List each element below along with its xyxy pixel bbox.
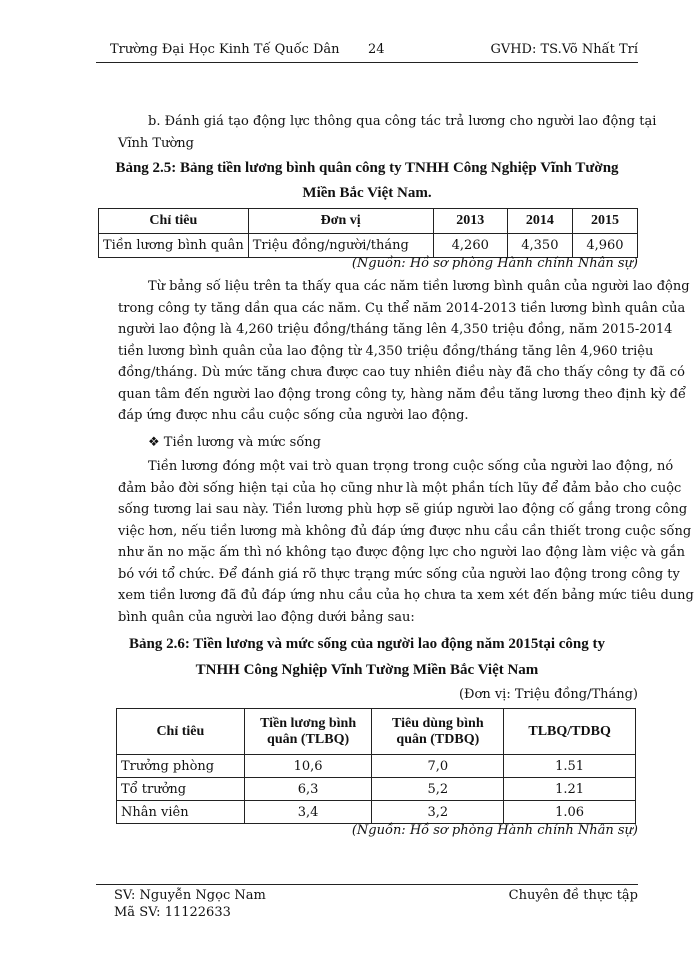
living-header-tdbq-line-2: quân (TDBQ) xyxy=(396,731,480,747)
salary-row-unit: Triệu đồng/người/tháng xyxy=(248,234,433,258)
bullet-heading xyxy=(118,432,638,454)
row-ratio: 1.21 xyxy=(504,778,636,801)
paragraph-2-line: bình quân của người lao động dưới bảng sau: xyxy=(118,609,415,625)
paragraph-2-line: như ăn no mặc ấm thì nó không tạo được động lực cho người lao động làm việc và gắn xyxy=(118,545,685,560)
salary-table-row xyxy=(99,234,638,258)
salary-header-indicator: Chỉ tiêu xyxy=(99,209,249,234)
table2-caption-line-2: TNHH Công Nghiệp Vĩnh Tường Miền Bắc Việt Nam xyxy=(195,662,539,678)
paragraph-1-line: người lao động là 4,260 triệu đồng/tháng tăng lên 4,350 triệu đồng, năm 2015-2014 xyxy=(118,322,673,337)
paragraph-1-line: tiền lương bình quân của lao động từ 4,350 triệu đồng/tháng tăng lên 4,960 triệu xyxy=(118,343,654,359)
paragraph-2-line: bó với tổ chức. Để đánh giá rõ thực trạng mức sống của người lao động trong công ty xyxy=(118,566,680,582)
paragraph-1-line: quan tâm đến người lao động trong công ty, hàng năm đều tăng lương theo định kỳ để xyxy=(118,386,686,402)
salary-header-2013: 2013 xyxy=(433,209,507,234)
section-b-heading xyxy=(118,111,657,154)
paragraph-1-line: đồng/tháng. Dù mức tăng chưa được cao tuy nhiên điều này đã cho thấy công ty đã có xyxy=(118,365,685,380)
salary-header-2015: 2015 xyxy=(572,209,637,234)
living-header-tdbq xyxy=(372,709,504,755)
row-tlbq: 3,4 xyxy=(244,801,372,824)
living-standard-table xyxy=(116,708,636,824)
row-tdbq: 3,2 xyxy=(372,801,504,824)
table2-unit-note: (Đơn vị: Triệu đồng/Tháng) xyxy=(458,687,638,702)
row-tdbq: 7,0 xyxy=(372,755,504,778)
section-b-line-1: b. Đánh giá tạo động lực thông qua công tác trả lương cho người lao động tại xyxy=(148,114,657,129)
paragraph-2 xyxy=(118,456,694,628)
row-tlbq: 6,3 xyxy=(244,778,372,801)
living-header-tlbq-line-2: quân (TLBQ) xyxy=(267,731,350,747)
table1-caption-line-1: Bảng 2.5: Bảng tiền lương bình quân công ty TNHH Công Nghiệp Vĩnh Tường xyxy=(115,160,619,176)
footer-report-type: Chuyên đề thực tập xyxy=(508,888,638,903)
living-header-tlbq xyxy=(244,709,372,755)
table1-source: (Nguồn: Hồ sơ phòng Hành chính Nhân sự) xyxy=(351,256,638,271)
living-header-indicator: Chỉ tiêu xyxy=(117,709,245,755)
paragraph-2-line: xem tiền lương đã đủ đáp ứng nhu cầu của họ chưa ta xem xét đến bảng mức tiêu dung xyxy=(118,588,694,603)
table-row xyxy=(117,778,636,801)
living-header-tdbq-line-1: Tiêu dùng bình xyxy=(392,715,484,731)
row-label: Trưởng phòng xyxy=(117,755,245,778)
salary-header-2014: 2014 xyxy=(507,209,572,234)
table2-source: (Nguồn: Hồ sơ phòng Hành chính Nhân sự) xyxy=(351,823,638,838)
page-header xyxy=(96,42,638,60)
paragraph-2-line: đảm bảo đời sống hiện tại của họ cũng như là một phần tích lũy để đảm bảo cho cuộc xyxy=(118,480,682,496)
paragraph-1 xyxy=(118,276,690,427)
paragraph-2-line: sống tương lai sau này. Tiền lương phù hợp sẽ giúp người lao động cố gắng trong công xyxy=(118,502,688,517)
row-label: Tổ trưởng xyxy=(117,778,245,801)
row-tlbq: 10,6 xyxy=(244,755,372,778)
row-label: Nhân viên xyxy=(117,801,245,824)
table1-caption-line-2: Miền Bắc Việt Nam. xyxy=(302,185,432,201)
living-table-header-row xyxy=(117,709,636,755)
table-row xyxy=(117,755,636,778)
section-b-line-2: Vĩnh Tường xyxy=(118,135,194,151)
diamond-bullet-icon: ❖ xyxy=(148,435,160,450)
header-page-number: 24 xyxy=(368,42,385,57)
header-advisor: GVHD: TS.Võ Nhất Trí xyxy=(490,42,638,57)
living-header-tlbq-line-1: Tiền lương bình xyxy=(260,715,357,731)
header-school: Trường Đại Học Kinh Tế Quốc Dân xyxy=(110,42,340,57)
living-header-ratio: TLBQ/TDBQ xyxy=(504,709,636,755)
bullet-heading-text: Tiền lương và mức sống xyxy=(163,435,321,450)
paragraph-2-line: việc hơn, nếu tiền lương mà không đủ đáp ứng được nhu cầu cần thiết trong cuộc sống xyxy=(118,523,692,539)
table2-caption-line-1: Bảng 2.6: Tiền lương và mức sống của người lao động năm 2015tại công ty xyxy=(128,636,606,652)
salary-table xyxy=(98,208,638,258)
salary-row-2013: 4,260 xyxy=(433,234,507,258)
footer-divider xyxy=(96,884,638,885)
salary-row-2015: 4,960 xyxy=(572,234,637,258)
row-ratio: 1.06 xyxy=(504,801,636,824)
salary-row-2014: 4,350 xyxy=(507,234,572,258)
footer-student: SV: Nguyễn Ngọc Nam xyxy=(114,888,266,903)
footer-student-id: Mã SV: 11122633 xyxy=(114,905,231,920)
paragraph-1-line: trong công ty tăng dần qua các năm. Cụ thể năm 2014-2013 tiền lương bình quân của xyxy=(118,300,686,316)
paragraph-1-line: đáp ứng được nhu cầu cuộc sống của người lao động. xyxy=(118,408,469,423)
table-row xyxy=(117,801,636,824)
header-divider xyxy=(96,62,638,63)
row-tdbq: 5,2 xyxy=(372,778,504,801)
row-ratio: 1.51 xyxy=(504,755,636,778)
salary-header-unit: Đơn vị xyxy=(248,209,433,234)
salary-row-label: Tiền lương bình quân xyxy=(99,234,249,258)
paragraph-1-line: Từ bảng số liệu trên ta thấy qua các năm tiền lương bình quân của người lao động xyxy=(148,279,690,294)
salary-table-header-row xyxy=(99,209,638,234)
paragraph-2-line: Tiền lương đóng một vai trò quan trọng trong cuộc sống của người lao động, nó xyxy=(148,459,674,474)
